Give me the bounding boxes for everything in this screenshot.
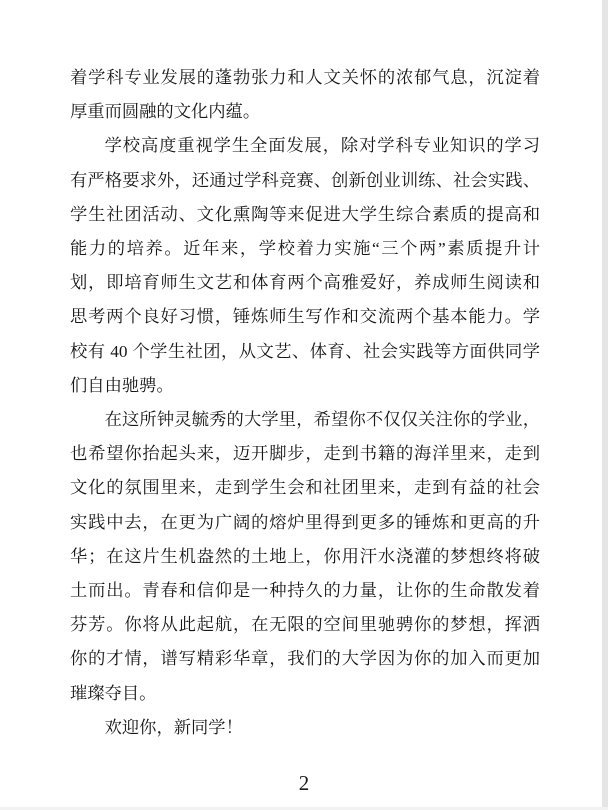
- text-line: 璀璨夺目。: [70, 683, 157, 703]
- text-line: 芬芳。你将从此起航，在无限的空间里驰骋你的梦想，挥洒: [70, 615, 540, 635]
- text-line: 欢迎你，新同学！: [104, 717, 243, 737]
- text-line: 厚重而圆融的文化内蕴。: [70, 102, 261, 122]
- text-line: 校有 40 个学生社团，从文艺、体育、社会实践等方面供同学: [70, 341, 540, 361]
- text-line: 能力的培养。近年来，学校着力实施“三个两”素质提升计: [70, 239, 540, 259]
- text-line: 你的才情，谱写精彩华章，我们的大学因为你的加入而更加: [70, 649, 540, 669]
- text-line: 划，即培育师生文艺和体育两个高雅爱好，养成师生阅读和: [70, 273, 540, 293]
- text-line: 也希望你抬起头来，迈开脚步，走到书籍的海洋里来，走到: [70, 444, 540, 464]
- text-line: 思考两个良好习惯，锤炼师生写作和交流两个基本能力。学: [70, 307, 540, 327]
- text-line: 土而出。青春和信仰是一种持久的力量，让你的生命散发着: [70, 581, 540, 601]
- body-text: [70, 61, 540, 745]
- text-line: 有严格要求外，还通过学科竞赛、创新创业训练、社会实践、: [70, 170, 540, 190]
- text-line: 着学科专业发展的蓬勃张力和人文关怀的浓郁气息，沉淀着: [70, 68, 540, 87]
- text-line: 在这所钟灵毓秀的大学里，希望你不仅仅关注你的学业，: [104, 410, 540, 430]
- page-number: 2: [298, 771, 310, 795]
- text-line: 学生社团活动、文化熏陶等来促进大学生综合素质的提高和: [70, 204, 540, 224]
- page-right-edge: [602, 0, 608, 810]
- text-line: 学校高度重视学生全面发展，除对学科专业知识的学习: [104, 136, 540, 156]
- text-line: 实践中去，在更为广阔的熔炉里得到更多的锤炼和更高的升: [70, 512, 540, 532]
- text-line: 华；在这片生机盎然的土地上，你用汗水浇灌的梦想终将破: [70, 546, 540, 566]
- text-line: 们自由驰骋。: [70, 375, 174, 395]
- text-line: 文化的氛围里来，走到学生会和社团里来，走到有益的社会: [70, 478, 540, 498]
